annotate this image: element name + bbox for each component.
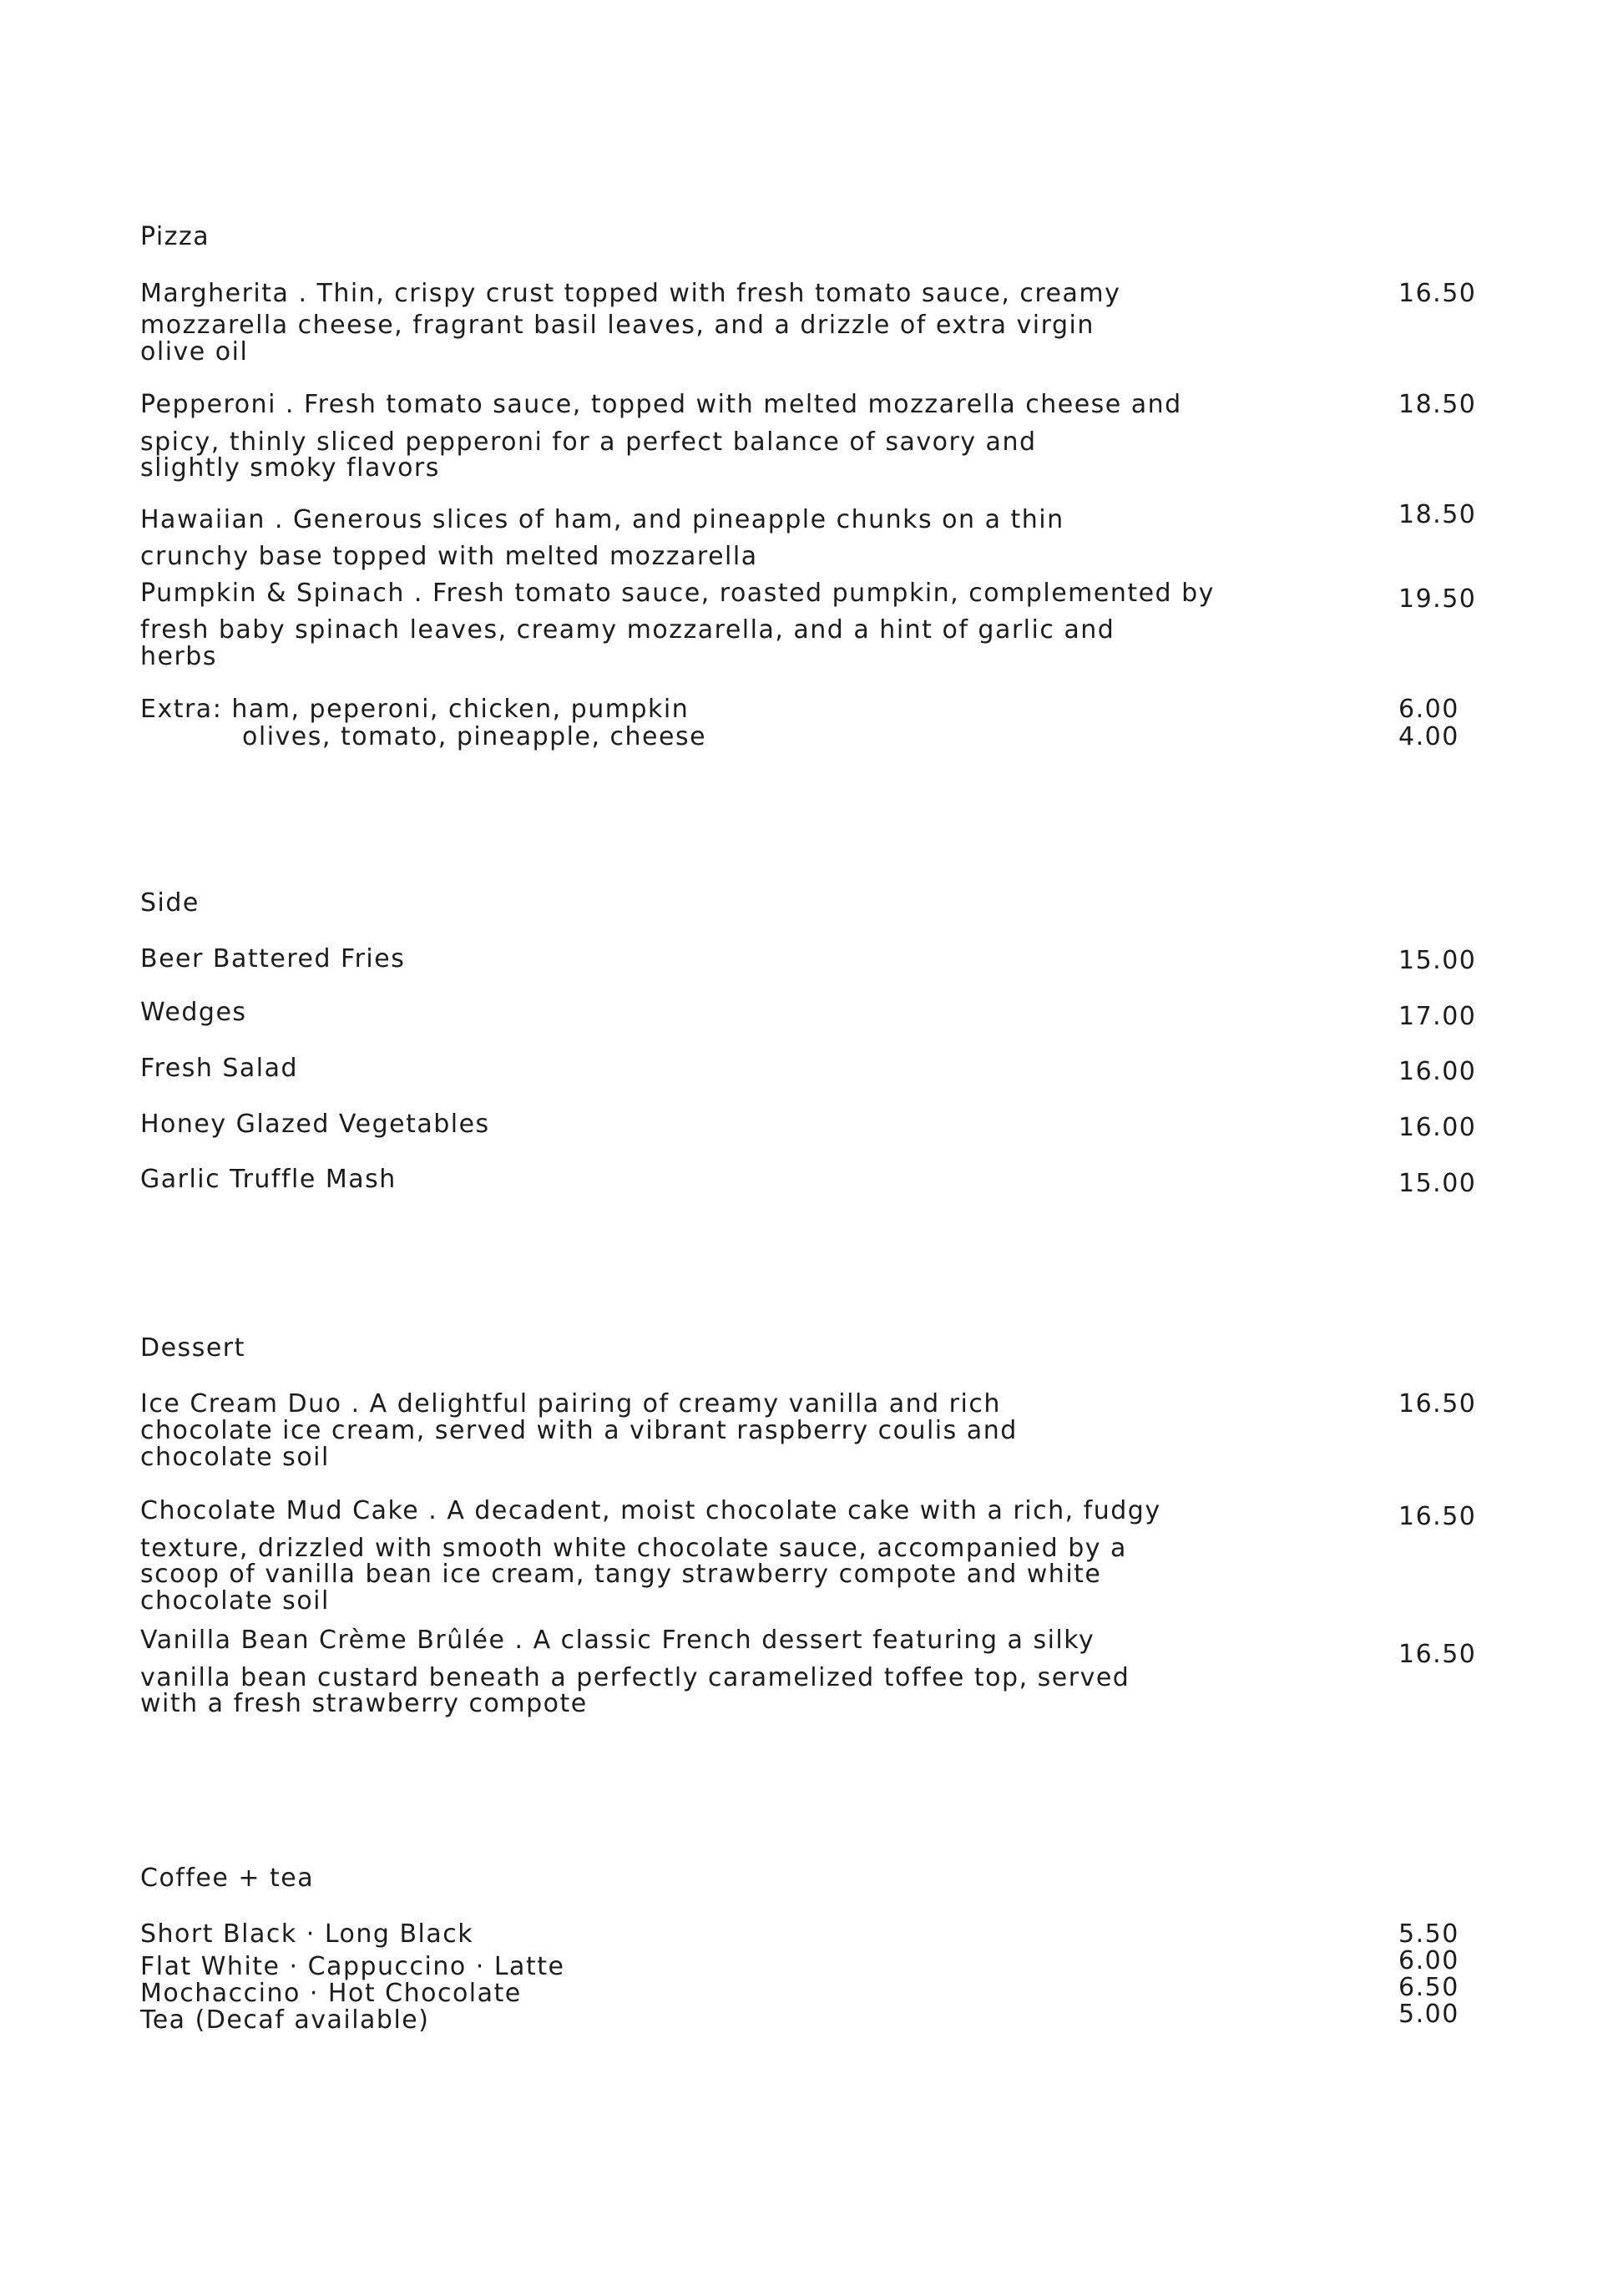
pizza-item-pepperoni-line1: Pepperoni . Fresh tomato sauce, topped with melted mozzarella cheese and	[140, 390, 1182, 419]
coffee-item-name: Flat White · Cappuccino · Latte	[140, 1952, 565, 1981]
dessert-item-mudcake-price: 16.50	[1398, 1502, 1477, 1531]
pizza-item-pumpkin-line2: fresh baby spinach leaves, creamy mozzarella, and a hint of garlic and	[140, 615, 1115, 645]
pizza-item-pumpkin-line1: Pumpkin & Spinach . Fresh tomato sauce, roasted pumpkin, complemented by	[140, 579, 1215, 608]
pizza-item-hawaiian-line1: Hawaiian . Generous slices of ham, and pineapple chunks on a thin	[140, 505, 1064, 534]
side-item-name: Fresh Salad	[140, 1054, 299, 1083]
side-item-price: 15.00	[1398, 946, 1477, 975]
pizza-item-margherita-line2: mozzarella cheese, fragrant basil leaves, and a drizzle of extra virgin	[140, 311, 1095, 340]
side-heading: Side	[140, 888, 200, 918]
side-item-price: 17.00	[1398, 1002, 1477, 1031]
pizza-item-pepperoni-line3: slightly smoky flavors	[140, 453, 440, 483]
dessert-item-mudcake-line1: Chocolate Mud Cake . A decadent, moist chocolate cake with a rich, fudgy	[140, 1496, 1161, 1525]
pizza-heading: Pizza	[140, 222, 210, 251]
coffee-item-name: Mochaccino · Hot Chocolate	[140, 1979, 522, 2008]
dessert-item-brulee-line2: vanilla bean custard beneath a perfectly caramelized toffee top, served	[140, 1663, 1130, 1692]
coffee-item-price: 5.50	[1398, 1919, 1459, 1949]
pizza-extras-price2: 4.00	[1398, 722, 1459, 751]
pizza-item-margherita-line1: Margherita . Thin, crispy crust topped with fresh tomato sauce, creamy	[140, 279, 1121, 308]
coffee-item-name: Tea (Decaf available)	[140, 2005, 430, 2035]
dessert-item-mudcake-line2: texture, drizzled with smooth white chocolate sauce, accompanied by a	[140, 1534, 1127, 1563]
pizza-item-hawaiian-line2: crunchy base topped with melted mozzarella	[140, 542, 758, 571]
pizza-item-pepperoni-price: 18.50	[1398, 390, 1477, 419]
dessert-item-brulee-line1: Vanilla Bean Crème Brûlée . A classic French dessert featuring a silky	[140, 1626, 1095, 1655]
pizza-item-pumpkin-price: 19.50	[1398, 584, 1477, 614]
dessert-heading: Dessert	[140, 1333, 245, 1363]
dessert-item-mudcake-line4: chocolate soil	[140, 1586, 330, 1616]
dessert-item-brulee-line3: with a fresh strawberry compote	[140, 1689, 588, 1718]
side-item-name: Honey Glazed Vegetables	[140, 1110, 490, 1139]
side-item-name: Beer Battered Fries	[140, 944, 406, 974]
pizza-item-hawaiian-price: 18.50	[1398, 500, 1477, 529]
dessert-item-mudcake-line3: scoop of vanilla bean ice cream, tangy strawberry compote and white	[140, 1560, 1102, 1589]
side-item-price: 15.00	[1398, 1169, 1477, 1198]
pizza-item-pumpkin-line3: herbs	[140, 642, 217, 671]
pizza-item-margherita-price: 16.50	[1398, 279, 1477, 308]
pizza-extras-line2: olives, tomato, pineapple, cheese	[242, 722, 707, 751]
side-item-name: Garlic Truffle Mash	[140, 1165, 397, 1194]
coffee-item-name: Short Black · Long Black	[140, 1919, 474, 1949]
pizza-item-pepperoni-line2: spicy, thinly sliced pepperoni for a perfect balance of savory and	[140, 427, 1037, 457]
coffee-heading: Coffee + tea	[140, 1864, 315, 1893]
side-item-price: 16.00	[1398, 1113, 1477, 1142]
side-item-price: 16.00	[1398, 1057, 1477, 1086]
dessert-item-icecream-line2: chocolate ice cream, served with a vibrant raspberry coulis and	[140, 1416, 1018, 1445]
dessert-item-icecream-line1: Ice Cream Duo . A delightful pairing of creamy vanilla and rich	[140, 1389, 1001, 1419]
coffee-item-price: 5.00	[1398, 2000, 1459, 2029]
dessert-item-icecream-line3: chocolate soil	[140, 1443, 330, 1472]
coffee-item-price: 6.50	[1398, 1973, 1459, 2002]
pizza-extras-line1: Extra: ham, peperoni, chicken, pumpkin	[140, 695, 690, 724]
pizza-extras-price1: 6.00	[1398, 695, 1459, 724]
coffee-item-price: 6.00	[1398, 1946, 1459, 1975]
side-item-name: Wedges	[140, 998, 247, 1027]
dessert-item-icecream-price: 16.50	[1398, 1389, 1477, 1419]
dessert-item-brulee-price: 16.50	[1398, 1640, 1477, 1669]
pizza-item-margherita-line3: olive oil	[140, 337, 249, 367]
